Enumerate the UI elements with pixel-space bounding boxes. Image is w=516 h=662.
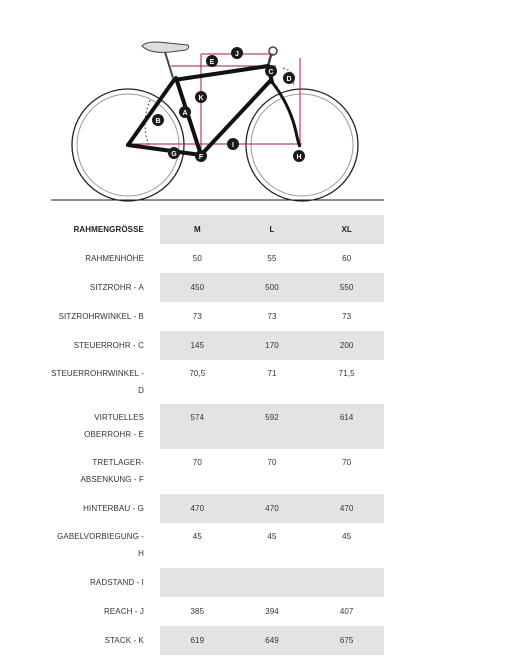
- table-row: [51, 244, 384, 273]
- row-value-xl: 71,5: [338, 369, 355, 378]
- row-value-m: 385: [190, 607, 205, 616]
- row-value-xl: 675: [309, 626, 384, 655]
- marker-e: [206, 55, 218, 67]
- row-value-m: 450: [160, 273, 235, 302]
- row-value-m: [160, 568, 235, 597]
- table-row: [51, 302, 384, 331]
- row-label: RAHMENHÖHE: [85, 254, 144, 263]
- marker-c: [265, 65, 277, 77]
- row-value-xl: [309, 568, 384, 597]
- row-value-xl: 45: [342, 532, 352, 541]
- row-label-line2: OBERROHR - E: [84, 430, 144, 439]
- row-label: [51, 360, 160, 404]
- row-value-xl: 407: [339, 607, 354, 616]
- front-wheel: [246, 89, 358, 201]
- row-label: [51, 523, 160, 568]
- row-label: [51, 404, 160, 449]
- row-value-xl: 550: [309, 273, 384, 302]
- marker-i: [227, 138, 239, 150]
- table-row: [51, 494, 384, 523]
- row-value-m: 619: [160, 626, 235, 655]
- svg-text:J: J: [235, 51, 239, 58]
- table-row: [51, 523, 384, 568]
- row-label-line2: H: [138, 549, 144, 558]
- row-value-l: 470: [235, 494, 310, 523]
- row-value-m: 70,5: [189, 369, 206, 378]
- bike-geometry-diagram: [0, 0, 516, 210]
- row-value-l: 70: [267, 458, 277, 467]
- row-label-line2: D: [138, 386, 144, 395]
- row-label-line1: GABELVORBIEGUNG -: [57, 532, 144, 541]
- table-row: [51, 360, 384, 404]
- table-row: [51, 568, 384, 597]
- table-row: [51, 626, 384, 655]
- row-label-line2: ABSENKUNG - F: [80, 475, 144, 484]
- table-header-row: [51, 215, 384, 244]
- row-value-l: 649: [235, 626, 310, 655]
- table-row: [51, 597, 384, 626]
- header-size-m: M: [160, 215, 235, 244]
- row-value-l: 500: [235, 273, 310, 302]
- row-value-m: 470: [160, 494, 235, 523]
- row-value-xl: 60: [342, 254, 352, 263]
- row-value-m: 73: [192, 312, 202, 321]
- row-label-line1: STEUERROHRWINKEL -: [51, 369, 144, 378]
- svg-text:D: D: [286, 76, 292, 83]
- row-label: SITZROHRWINKEL - B: [58, 312, 144, 321]
- row-value-l: 45: [267, 532, 277, 541]
- row-label: [51, 449, 160, 494]
- row-label-line1: VIRTUELLES: [94, 413, 144, 422]
- handlebar: [268, 47, 277, 66]
- row-value-m: 70: [192, 458, 202, 467]
- svg-text:K: K: [198, 95, 204, 102]
- marker-a: [179, 106, 191, 118]
- row-value-l: 592: [235, 404, 310, 449]
- row-value-m: 45: [192, 532, 202, 541]
- marker-g: [168, 147, 180, 159]
- marker-j: [231, 47, 243, 59]
- marker-d: [283, 72, 295, 84]
- marker-h: [293, 150, 305, 162]
- row-value-m: 50: [192, 254, 202, 263]
- marker-f: [195, 150, 207, 162]
- svg-text:E: E: [209, 59, 215, 66]
- row-value-xl: 470: [309, 494, 384, 523]
- geometry-table: [51, 215, 384, 655]
- row-value-l: 71: [267, 369, 277, 378]
- svg-text:C: C: [268, 69, 274, 76]
- marker-k: [195, 91, 207, 103]
- row-label: STACK - K: [104, 636, 144, 645]
- table-row: [51, 331, 384, 360]
- row-value-m: 574: [160, 404, 235, 449]
- saddle: [142, 42, 189, 78]
- row-label: REACH - J: [103, 607, 144, 616]
- header-size-l: L: [235, 215, 310, 244]
- row-value-l: [235, 568, 310, 597]
- row-value-l: 170: [235, 331, 310, 360]
- row-label-line1: TRETLAGER-: [92, 458, 144, 467]
- bike-frame: [128, 66, 272, 155]
- row-value-xl: 73: [342, 312, 352, 321]
- row-label: RADSTAND - I: [90, 578, 144, 587]
- header-size-xl: XL: [309, 215, 384, 244]
- table-row: [51, 273, 384, 302]
- marker-b: [152, 114, 164, 126]
- svg-text:I: I: [232, 142, 234, 149]
- svg-text:F: F: [198, 154, 204, 161]
- table-row: [51, 449, 384, 494]
- row-value-l: 73: [267, 312, 277, 321]
- table-row: [51, 404, 384, 449]
- row-value-l: 55: [267, 254, 277, 263]
- row-value-xl: 614: [309, 404, 384, 449]
- row-label: HINTERBAU - G: [83, 504, 144, 513]
- header-label: RAHMENGRÖSSE: [73, 225, 144, 234]
- svg-text:H: H: [296, 154, 302, 161]
- svg-text:G: G: [171, 151, 177, 158]
- row-value-xl: 70: [342, 458, 352, 467]
- row-value-l: 394: [265, 607, 279, 616]
- row-label: STEUERROHR - C: [73, 341, 144, 350]
- row-label: SITZROHR - A: [89, 283, 144, 292]
- row-value-xl: 200: [309, 331, 384, 360]
- svg-text:B: B: [155, 118, 161, 125]
- row-value-m: 145: [160, 331, 235, 360]
- svg-text:A: A: [182, 110, 188, 117]
